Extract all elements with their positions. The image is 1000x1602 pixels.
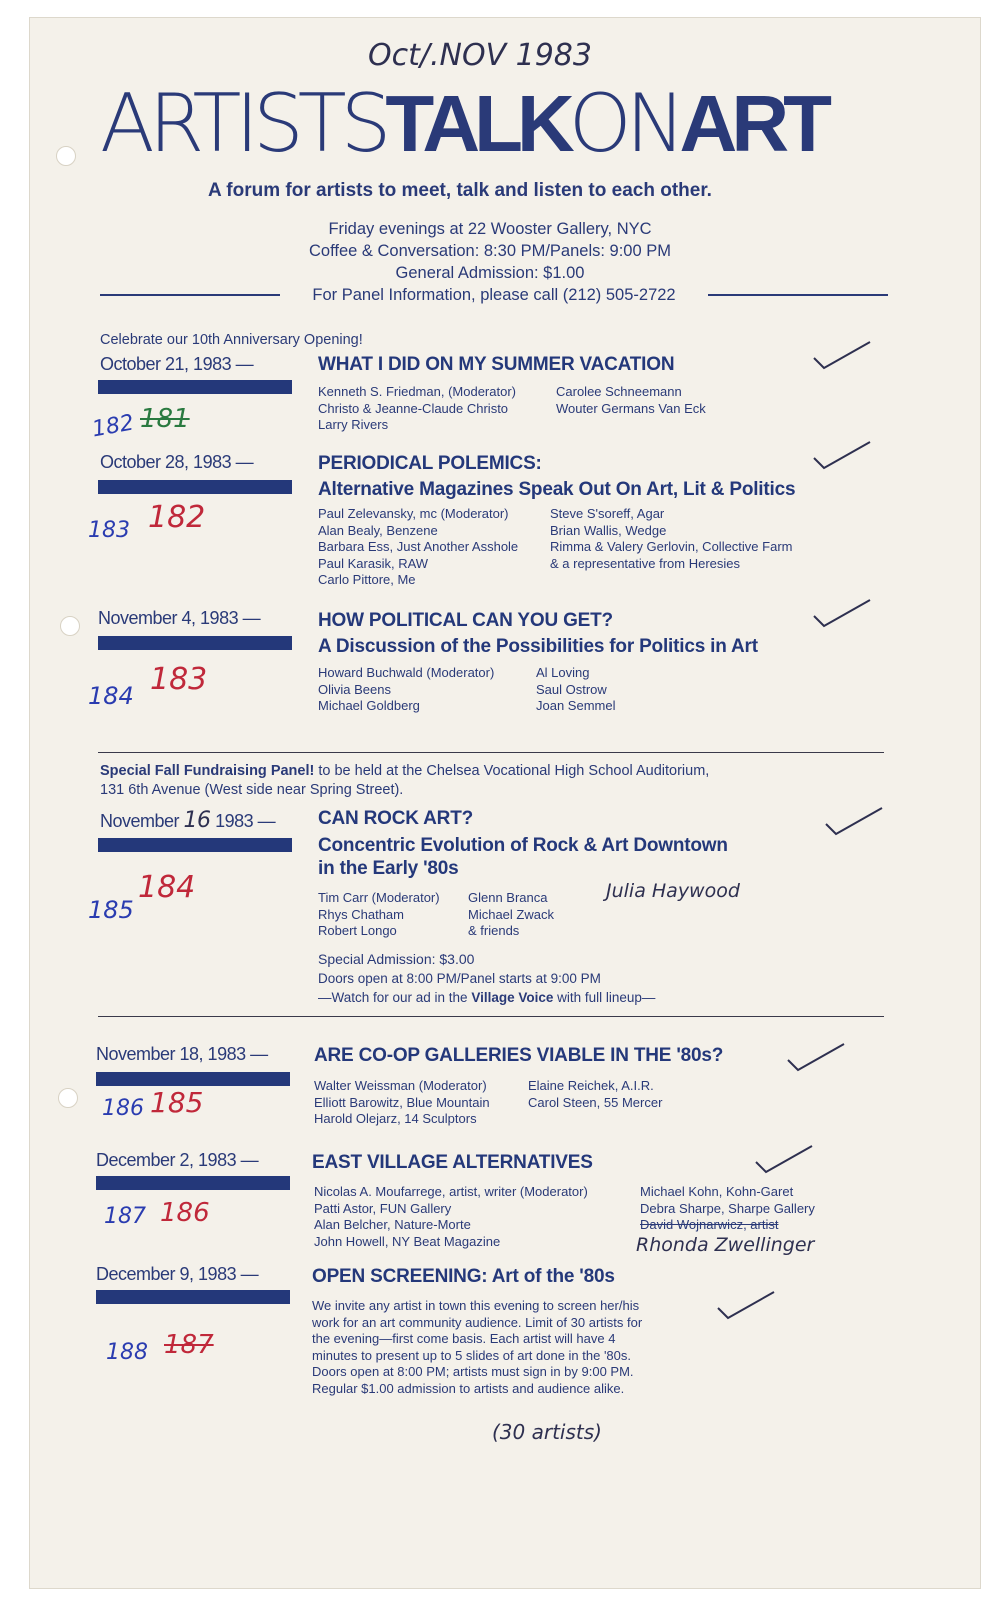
panelist: Harold Olejarz, 14 Sculptors bbox=[314, 1111, 477, 1126]
note-text: —Watch for our ad in the bbox=[318, 990, 472, 1005]
description-line: minutes to present up to 5 slides of art done in the '80s. bbox=[312, 1347, 632, 1363]
section-divider bbox=[98, 752, 884, 753]
date-bar bbox=[98, 380, 292, 394]
panelist: John Howell, NY Beat Magazine bbox=[314, 1233, 501, 1249]
panelist: Glenn Branca bbox=[468, 890, 548, 905]
panelist: Carol Steen, 55 Mercer bbox=[528, 1094, 663, 1110]
panel-date: December 9, 1983 — bbox=[96, 1264, 259, 1284]
panelist: Wouter Germans Van Eck bbox=[556, 400, 706, 416]
panel-names-left bbox=[318, 665, 494, 715]
date-bar bbox=[98, 636, 292, 650]
panel-date: November 4, 1983 — bbox=[98, 608, 261, 628]
special-address: 131 6th Avenue (West side near Spring Street). bbox=[100, 782, 404, 798]
date-bar bbox=[96, 1290, 290, 1304]
handwritten-number: 183 bbox=[88, 518, 130, 543]
handwritten-number: 184 bbox=[88, 682, 134, 710]
panel-title: EAST VILLAGE ALTERNATIVES bbox=[312, 1152, 593, 1173]
check-mark-icon bbox=[812, 598, 872, 628]
logo bbox=[100, 77, 826, 170]
panelist: Tim Carr (Moderator) bbox=[318, 890, 440, 905]
panelist: Alan Belcher, Nature-Morte bbox=[314, 1217, 471, 1232]
handwritten-number: 185 bbox=[88, 896, 134, 924]
handwritten-number: 184 bbox=[138, 870, 196, 905]
panel-names-right bbox=[468, 890, 554, 940]
check-mark-icon bbox=[812, 340, 872, 370]
logo-talk: TALK bbox=[385, 79, 569, 168]
section-divider bbox=[98, 1016, 884, 1017]
panel-names-right bbox=[640, 1184, 815, 1234]
panelist: Joan Semmel bbox=[536, 698, 616, 713]
handwritten-date: Oct/.NOV 1983 bbox=[368, 38, 592, 73]
handwritten-number: 185 bbox=[150, 1086, 204, 1119]
panel-subtitle: Concentric Evolution of Rock & Art Downtown bbox=[318, 835, 728, 856]
panelist: Elliott Barowitz, Blue Mountain bbox=[314, 1094, 490, 1110]
panel-title: ARE CO-OP GALLERIES VIABLE IN THE '80s? bbox=[314, 1045, 724, 1066]
panelist: Carlo Pittore, Me bbox=[318, 572, 416, 587]
handwritten-number: 182 bbox=[148, 500, 206, 535]
handwritten-number-struck: 187 bbox=[164, 1330, 214, 1360]
panelist: Saul Ostrow bbox=[536, 681, 607, 697]
info-line: General Admission: $1.00 bbox=[395, 264, 585, 282]
note-bold: Village Voice bbox=[471, 990, 554, 1005]
anniversary-note: Celebrate our 10th Anniversary Opening! bbox=[100, 332, 363, 348]
panel-names-left bbox=[318, 506, 518, 589]
logo-art: ART bbox=[679, 79, 826, 168]
panel-date: October 28, 1983 — bbox=[100, 452, 254, 472]
description-line: We invite any artist in town this evening to screen her/his bbox=[312, 1298, 640, 1313]
panelist: Rhys Chatham bbox=[318, 906, 404, 922]
village-voice-note bbox=[318, 988, 655, 1007]
panelist: Al Loving bbox=[536, 665, 590, 680]
panelist: Olivia Beens bbox=[318, 681, 391, 697]
panel-names-right bbox=[550, 506, 792, 572]
description-line: Doors open at 8:00 PM; artists must sign in by 9:00 PM. bbox=[312, 1364, 634, 1379]
panel-names-right bbox=[528, 1078, 662, 1111]
check-mark-icon bbox=[754, 1144, 814, 1174]
date-year: 1983 — bbox=[215, 811, 276, 831]
check-mark-icon bbox=[812, 440, 872, 470]
panelist: Michael Zwack bbox=[468, 906, 554, 922]
panelist: Barbara Ess, Just Another Asshole bbox=[318, 539, 519, 554]
panelist: Patti Astor, FUN Gallery bbox=[314, 1200, 452, 1216]
handwritten-panelist: Rhonda Zwellinger bbox=[636, 1234, 815, 1256]
panel-names-left bbox=[314, 1184, 588, 1250]
panelist: Steve S'soreff, Agar bbox=[550, 506, 665, 521]
panel-title: WHAT I DID ON MY SUMMER VACATION bbox=[318, 354, 675, 375]
check-mark-icon bbox=[786, 1042, 846, 1072]
panelist: Paul Zelevansky, mc (Moderator) bbox=[318, 506, 509, 521]
panel-title: OPEN SCREENING: Art of the '80s bbox=[312, 1266, 615, 1287]
handwritten-panelist: Julia Haywood bbox=[606, 880, 740, 902]
check-mark-icon bbox=[716, 1290, 776, 1320]
panelist: Alan Bealy, Benzene bbox=[318, 522, 438, 538]
date-bar bbox=[98, 480, 292, 494]
panel-names-left bbox=[318, 890, 440, 940]
panelist: Larry Rivers bbox=[318, 417, 389, 432]
panelist: Howard Buchwald (Moderator) bbox=[318, 665, 495, 680]
panelist: Kenneth S. Friedman, (Moderator) bbox=[318, 384, 516, 399]
panel-subtitle: A Discussion of the Possibilities for Politics in Art bbox=[318, 636, 758, 657]
note-text: with full lineup— bbox=[553, 990, 656, 1005]
panelist: Nicolas A. Moufarrege, artist, writer (Moderator) bbox=[314, 1184, 588, 1199]
check-mark-icon bbox=[824, 806, 884, 836]
handwritten-number-struck: 181 bbox=[140, 404, 190, 434]
panel-names-left bbox=[314, 1078, 490, 1128]
punch-hole bbox=[56, 146, 76, 166]
divider-line bbox=[708, 294, 888, 296]
panel-date: November 18, 1983 — bbox=[96, 1044, 268, 1064]
panelist: Debra Sharpe, Sharpe Gallery bbox=[640, 1200, 815, 1216]
panel-names-right bbox=[536, 665, 615, 715]
panel-subtitle: Alternative Magazines Speak Out On Art, Lit & Politics bbox=[318, 479, 796, 500]
handwritten-number: 183 bbox=[150, 662, 208, 697]
panelist: Michael Kohn, Kohn-Garet bbox=[640, 1184, 794, 1199]
logo-on: ON bbox=[568, 77, 680, 170]
panelist: & a representative from Heresies bbox=[550, 555, 741, 571]
special-text: to be held at the Chelsea Vocational High School Auditorium, bbox=[314, 763, 710, 779]
panelist: Carolee Schneemann bbox=[556, 384, 682, 399]
admission-info bbox=[318, 950, 655, 1007]
panel-title: HOW POLITICAL CAN YOU GET? bbox=[318, 610, 613, 631]
handwritten-note: (30 artists) bbox=[492, 1420, 602, 1444]
handwritten-number: 186 bbox=[102, 1096, 144, 1121]
panelist: & friends bbox=[468, 923, 520, 938]
special-heading: Special Fall Fundraising Panel! bbox=[100, 763, 315, 779]
panel-names-left bbox=[318, 384, 516, 434]
panel-subtitle: in the Early '80s bbox=[318, 858, 459, 879]
phone-info: For Panel Information, please call (212) 505-2722 bbox=[312, 286, 676, 304]
divider-line bbox=[100, 294, 280, 296]
handwritten-number: 188 bbox=[106, 1340, 148, 1365]
date-bar bbox=[96, 1072, 290, 1086]
panelist: Rimma & Valery Gerlovin, Collective Farm bbox=[550, 539, 793, 554]
panelist: Walter Weissman (Moderator) bbox=[314, 1078, 487, 1093]
panelist: Michael Goldberg bbox=[318, 698, 420, 713]
panelist: Paul Karasik, RAW bbox=[318, 555, 429, 571]
doors-info: Doors open at 8:00 PM/Panel starts at 9:00 PM bbox=[318, 971, 601, 986]
panel-title: PERIODICAL POLEMICS: bbox=[318, 453, 542, 474]
handwritten-number: 186 bbox=[160, 1198, 210, 1228]
description-line: Regular $1.00 admission to artists and audience alike. bbox=[312, 1380, 625, 1396]
date-handwritten-day: 16 bbox=[183, 808, 211, 833]
panel-date: October 21, 1983 — bbox=[100, 354, 254, 374]
info-line: Coffee & Conversation: 8:30 PM/Panels: 9:00 PM bbox=[309, 242, 671, 260]
panelist: Brian Wallis, Wedge bbox=[550, 522, 667, 538]
panel-names-right bbox=[556, 384, 706, 417]
date-bar bbox=[96, 1176, 290, 1190]
special-admission: Special Admission: $3.00 bbox=[318, 951, 475, 967]
special-announcement bbox=[100, 762, 709, 800]
panel-description bbox=[312, 1298, 642, 1397]
panel-date bbox=[100, 808, 275, 833]
description-line: the evening—first come basis. Each artist will have 4 bbox=[312, 1331, 616, 1346]
info-block bbox=[240, 218, 740, 284]
panelist: Christo & Jeanne-Claude Christo bbox=[318, 400, 509, 416]
punch-hole bbox=[58, 1088, 78, 1108]
date-month: November bbox=[100, 811, 180, 831]
handwritten-number: 182 bbox=[90, 410, 136, 443]
tagline: A forum for artists to meet, talk and listen to each other. bbox=[208, 180, 712, 201]
panelist-struck: David Wojnarwicz, artist bbox=[640, 1217, 779, 1232]
info-line: Friday evenings at 22 Wooster Gallery, NYC bbox=[328, 220, 652, 238]
date-bar bbox=[98, 838, 292, 852]
panelist: Elaine Reichek, A.I.R. bbox=[528, 1078, 654, 1093]
handwritten-number: 187 bbox=[104, 1204, 146, 1229]
description-line: work for an art community audience. Limit of 30 artists for bbox=[312, 1314, 643, 1330]
panelist: Robert Longo bbox=[318, 923, 397, 938]
logo-artists: ARTISTS bbox=[100, 77, 386, 170]
panel-date: December 2, 1983 — bbox=[96, 1150, 259, 1170]
punch-hole bbox=[60, 616, 80, 636]
panel-title: CAN ROCK ART? bbox=[318, 808, 474, 829]
